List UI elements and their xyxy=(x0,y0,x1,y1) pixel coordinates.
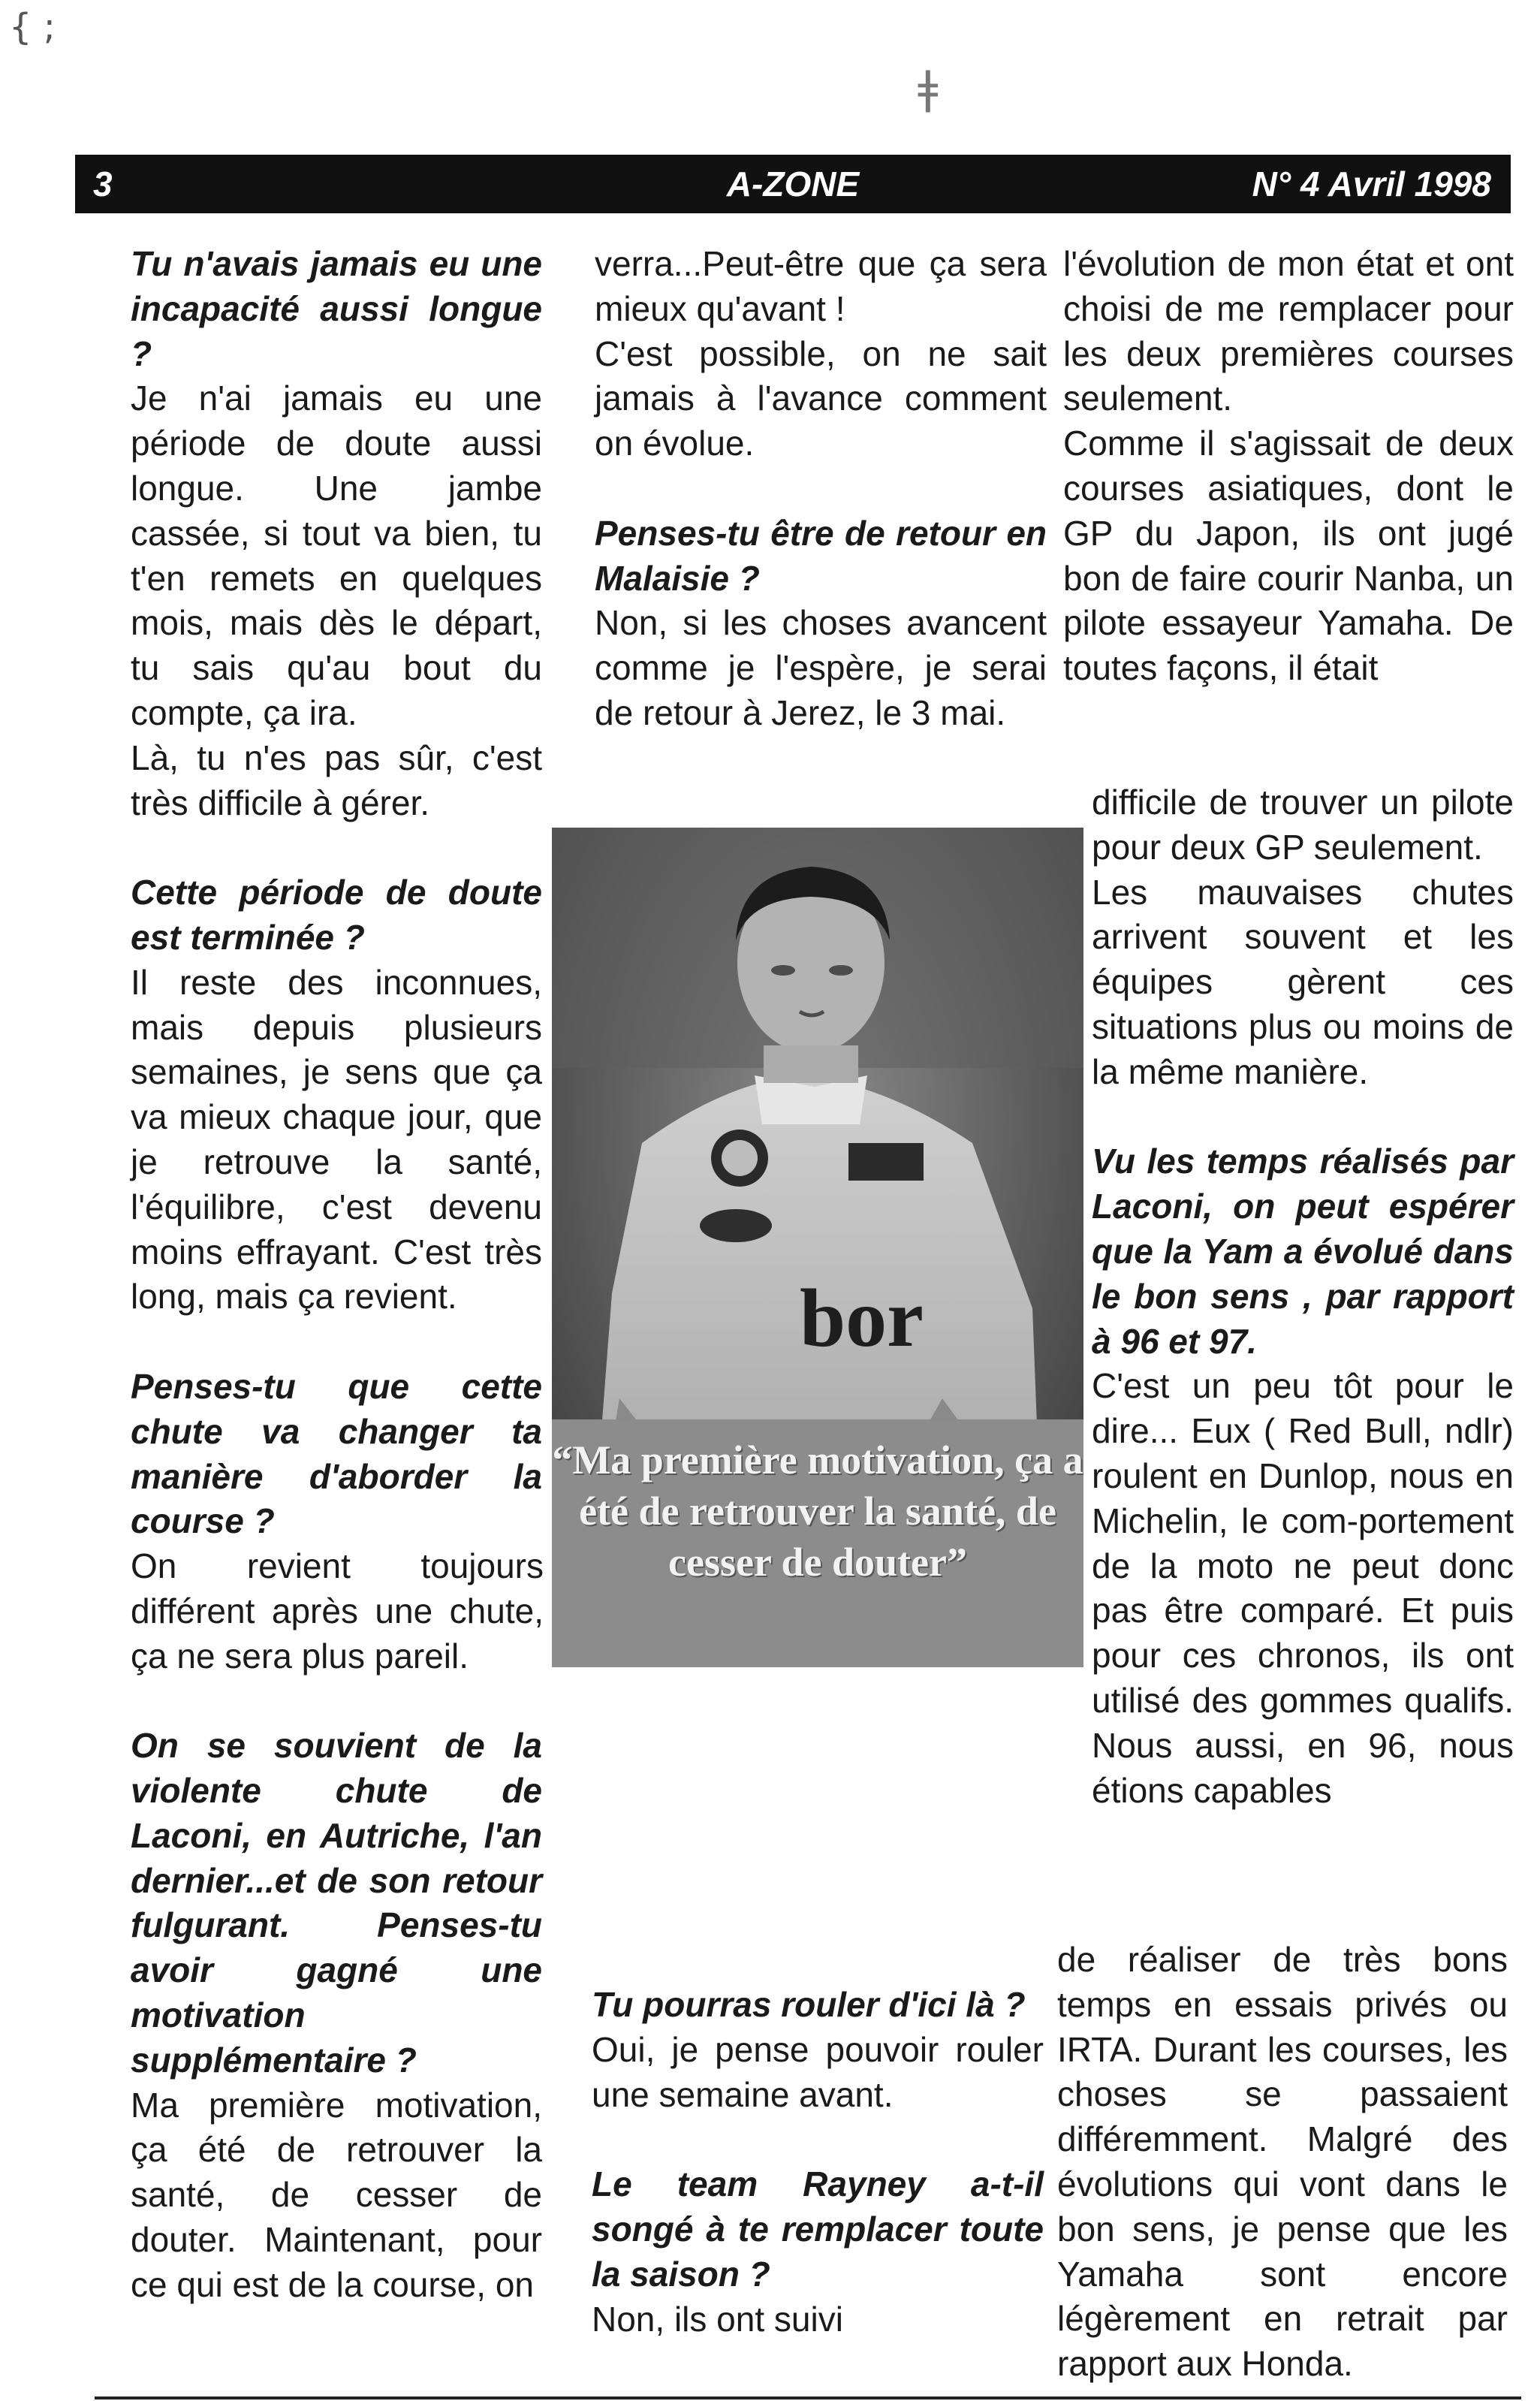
answer: On revient toujours différent après une chute, ça ne sera plus pareil. xyxy=(131,1546,544,1676)
answer: C'est un peu tôt pour le dire... Eux ( Red Bull, ndlr) roulent en Dunlop, nous en Michelin, le com-portement de la moto ne peut donc pas être comparé. Et puis pour ces chronos, ils ont utilisé des gommes qualifs. Nous aussi, en 96, nous étions capables xyxy=(1092,1366,1514,1810)
bottom-rule xyxy=(95,2396,1521,2399)
question: Penses-tu que cette chute va changer ta manière d'aborder la course ? xyxy=(131,1366,542,1541)
photo-caption: “Ma première motivation, ça a été de retrouver la santé, de cesser de douter” xyxy=(552,1419,1083,1667)
answer: C'est possible, on ne sait jamais à l'avance comment on évolue. xyxy=(595,333,1047,463)
article-column-3-mid xyxy=(1092,780,1514,1813)
answer: Il reste des inconnues, mais depuis plusieurs semaines, je sens que ça va mieux chaque jour, que je retrouve la santé, l'équilibre, c'est devenu moins effrayant. C'est très long, mais ça revient. xyxy=(131,962,542,1317)
question: Le team Rayney a-t-il songé à te remplacer toute la saison ? xyxy=(592,2164,1044,2294)
answer: Les mauvaises chutes arrivent souvent et les équipes gèrent ces situations plus ou moins de la même manière. xyxy=(1092,872,1514,1091)
answer: Je n'ai jamais eu une période de doute aussi longue. Une jambe cassée, si tout va bien, tu t'en remets en quelques mois, mais dès le départ, tu sais qu'au bout du compte, ça ira. xyxy=(131,379,542,732)
article-column-2-bottom xyxy=(592,1983,1044,2342)
answer: Oui, je pense pouvoir rouler une semaine avant. xyxy=(592,2029,1044,2114)
answer: Ma première motivation, ça été de retrouver la santé, de cesser de douter. Maintenant, pour ce qui est de la course, on xyxy=(131,2085,542,2304)
question: Penses-tu être de retour en Malaisie ? xyxy=(595,513,1047,598)
answer: Non, ils ont suivi xyxy=(592,2299,843,2339)
scan-mark-top-left: { ; xyxy=(9,6,56,48)
question: On se souvient de la violente chute de Laconi, en Autriche, l'an dernier...et de son retour fulgurant. Penses-tu avoir gagné une motivation supplémentaire ? xyxy=(131,1726,542,2080)
answer: Comme il s'agissait de deux courses asiatiques, dont le GP du Japon, ils ont jugé bon de faire courir Nanba, un pilote essayeur Yamaha. De toutes façons, il était xyxy=(1063,424,1514,688)
question: Tu n'avais jamais eu une incapacité aussi longue ? xyxy=(131,244,542,373)
answer: l'évolution de mon état et ont choisi de me remplacer pour les deux premières courses seulement. xyxy=(1063,244,1514,418)
issue-label: N° 4 Avril 1998 xyxy=(1252,164,1491,204)
article-column-2-top xyxy=(595,242,1047,736)
answer: difficile de trouver un pilote pour deux GP seulement. xyxy=(1092,783,1514,867)
answer: Là, tu n'es pas sûr, c'est très difficile à gérer. xyxy=(131,737,542,822)
article-column-3-bottom xyxy=(1057,1938,1508,2387)
page-header xyxy=(75,155,1511,213)
magazine-title: A-ZONE xyxy=(726,164,860,204)
suit-lettering: bor xyxy=(800,1272,924,1364)
question: Tu pourras rouler d'ici là ? xyxy=(592,1985,1026,2024)
question: Vu les temps réalisés par Laconi, on peut espérer que la Yam a évolué dans le bon sens , par rapport à 96 et 97. xyxy=(1092,1142,1514,1361)
question: Cette période de doute est terminée ? xyxy=(131,873,542,957)
answer: verra...Peut-être que ça sera mieux qu'avant ! xyxy=(595,244,1047,328)
rider-photo xyxy=(552,828,1083,1667)
answer: de réaliser de très bons temps en essais privés ou IRTA. Durant les courses, les choses se passaient différemment. Malgré des évolutions qui vont dans le bon sens, je pense que les Yamaha sont encore légèrement en retrait par rapport aux Honda. xyxy=(1057,1940,1508,2384)
article-column-1 xyxy=(131,242,542,2308)
page-number: 3 xyxy=(93,164,113,204)
article-column-3-top xyxy=(1063,242,1514,691)
answer: Non, si les choses avancent comme je l'espère, je serai de retour à Jerez, le 3 mai. xyxy=(595,603,1047,732)
scan-mark-top-center: ǂ xyxy=(918,62,939,114)
